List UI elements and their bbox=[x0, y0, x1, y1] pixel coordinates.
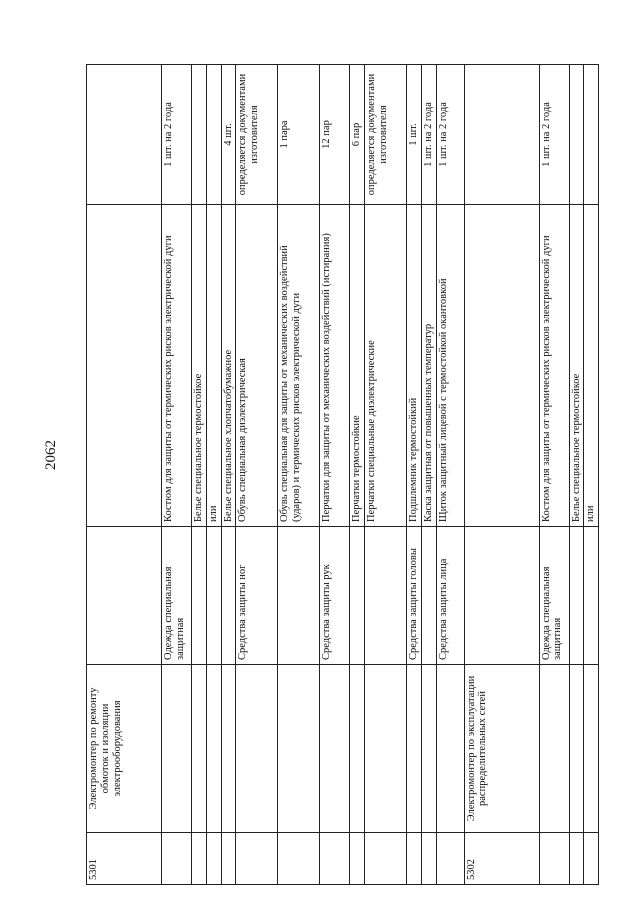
category-cell bbox=[421, 527, 436, 665]
code-cell bbox=[365, 833, 407, 885]
profession-cell bbox=[350, 665, 365, 833]
category-cell bbox=[192, 527, 207, 665]
table-row bbox=[236, 65, 278, 885]
quantity-cell: 1 пара bbox=[278, 65, 320, 205]
item-cell: Подшлемник термостойкий bbox=[407, 205, 422, 527]
profession-cell bbox=[162, 665, 192, 833]
profession-cell bbox=[421, 665, 436, 833]
item-cell bbox=[464, 205, 539, 527]
item-cell: Белье специальное термостойкое bbox=[569, 205, 584, 527]
profession-cell: Электромонтер по эксплуатации распределительных сетей bbox=[464, 665, 539, 833]
table-row bbox=[278, 65, 320, 885]
table-row bbox=[320, 65, 350, 885]
code-cell bbox=[569, 833, 584, 885]
category-cell bbox=[87, 527, 162, 665]
code-cell bbox=[436, 833, 464, 885]
category-cell bbox=[569, 527, 584, 665]
table-row bbox=[436, 65, 464, 885]
category-cell bbox=[464, 527, 539, 665]
table-row bbox=[206, 65, 221, 885]
profession-cell bbox=[192, 665, 207, 833]
code-cell bbox=[320, 833, 350, 885]
table-row bbox=[162, 65, 192, 885]
category-cell: Средства защиты рук bbox=[320, 527, 350, 665]
table-row bbox=[192, 65, 207, 885]
table-row bbox=[464, 65, 539, 885]
profession-cell bbox=[407, 665, 422, 833]
table-row bbox=[407, 65, 422, 885]
profession-cell: Электромонтер по ремонту обмоток и изоляции электрооборудования bbox=[87, 665, 162, 833]
table-row bbox=[221, 65, 236, 885]
profession-cell bbox=[584, 665, 599, 833]
category-cell: Одежда специальная защитная bbox=[539, 527, 569, 665]
profession-cell bbox=[365, 665, 407, 833]
quantity-cell bbox=[206, 65, 221, 205]
table-row bbox=[350, 65, 365, 885]
category-cell: Средства защиты ног bbox=[236, 527, 278, 665]
item-cell: Щиток защитный лицевой с термостойкой окантовкой bbox=[436, 205, 464, 527]
item-cell: Обувь специальная диэлектрическая bbox=[236, 205, 278, 527]
item-cell: Перчатки для защиты от механических воздействий (истирания) bbox=[320, 205, 350, 527]
quantity-cell: определяется документами изготовителя bbox=[236, 65, 278, 205]
profession-cell bbox=[221, 665, 236, 833]
code-cell bbox=[407, 833, 422, 885]
code-cell bbox=[539, 833, 569, 885]
profession-cell bbox=[320, 665, 350, 833]
category-cell bbox=[365, 527, 407, 665]
category-cell bbox=[221, 527, 236, 665]
item-cell: Каска защитная от повышенных температур bbox=[421, 205, 436, 527]
profession-cell bbox=[206, 665, 221, 833]
item-cell: Перчатки специальные диэлектрические bbox=[365, 205, 407, 527]
table-row bbox=[539, 65, 569, 885]
item-cell: Белье специальное хлопчатобумажное bbox=[221, 205, 236, 527]
code-cell: 5301 bbox=[87, 833, 162, 885]
rotated-table-container bbox=[86, 65, 597, 885]
category-cell: Одежда специальная защитная bbox=[162, 527, 192, 665]
item-cell bbox=[87, 205, 162, 527]
profession-cell bbox=[569, 665, 584, 833]
table-row bbox=[584, 65, 599, 885]
item-cell: Костюм для защиты от термических рисков электрической дуги bbox=[162, 205, 192, 527]
code-cell: 5302 bbox=[464, 833, 539, 885]
page-number: 2062 bbox=[43, 440, 59, 470]
item-cell: Обувь специальная для защиты от механических воздействий (ударов) и термических рисков электрической дуги bbox=[278, 205, 320, 527]
quantity-cell: 12 пар bbox=[320, 65, 350, 205]
quantity-cell: 1 шт. на 2 года bbox=[162, 65, 192, 205]
profession-cell bbox=[539, 665, 569, 833]
profession-cell bbox=[278, 665, 320, 833]
table-row bbox=[365, 65, 407, 885]
ppe-norms-table bbox=[86, 64, 599, 885]
table-row bbox=[569, 65, 584, 885]
quantity-cell bbox=[584, 65, 599, 205]
quantity-cell bbox=[464, 65, 539, 205]
code-cell bbox=[278, 833, 320, 885]
table-row bbox=[87, 65, 162, 885]
code-cell bbox=[584, 833, 599, 885]
item-cell: Белье специальное термостойкое bbox=[192, 205, 207, 527]
quantity-cell bbox=[87, 65, 162, 205]
profession-cell bbox=[436, 665, 464, 833]
item-cell: Костюм для защиты от термических рисков электрической дуги bbox=[539, 205, 569, 527]
category-cell: Средства защиты головы bbox=[407, 527, 422, 665]
code-cell bbox=[192, 833, 207, 885]
quantity-cell: 4 шт. bbox=[221, 65, 236, 205]
quantity-cell: определяется документами изготовителя bbox=[365, 65, 407, 205]
category-cell bbox=[584, 527, 599, 665]
item-cell: или bbox=[584, 205, 599, 527]
code-cell bbox=[350, 833, 365, 885]
item-cell: или bbox=[206, 205, 221, 527]
quantity-cell: 1 шт. на 2 года bbox=[421, 65, 436, 205]
table-row bbox=[421, 65, 436, 885]
category-cell: Средства защиты лица bbox=[436, 527, 464, 665]
code-cell bbox=[162, 833, 192, 885]
code-cell bbox=[236, 833, 278, 885]
code-cell bbox=[206, 833, 221, 885]
quantity-cell bbox=[569, 65, 584, 205]
code-cell bbox=[421, 833, 436, 885]
category-cell bbox=[278, 527, 320, 665]
quantity-cell: 1 шт. на 2 года bbox=[436, 65, 464, 205]
profession-cell bbox=[236, 665, 278, 833]
category-cell bbox=[206, 527, 221, 665]
item-cell: Перчатки термостойкие bbox=[350, 205, 365, 527]
quantity-cell bbox=[192, 65, 207, 205]
category-cell bbox=[350, 527, 365, 665]
quantity-cell: 1 шт. bbox=[407, 65, 422, 205]
quantity-cell: 6 пар bbox=[350, 65, 365, 205]
code-cell bbox=[221, 833, 236, 885]
quantity-cell: 1 шт. на 2 года bbox=[539, 65, 569, 205]
